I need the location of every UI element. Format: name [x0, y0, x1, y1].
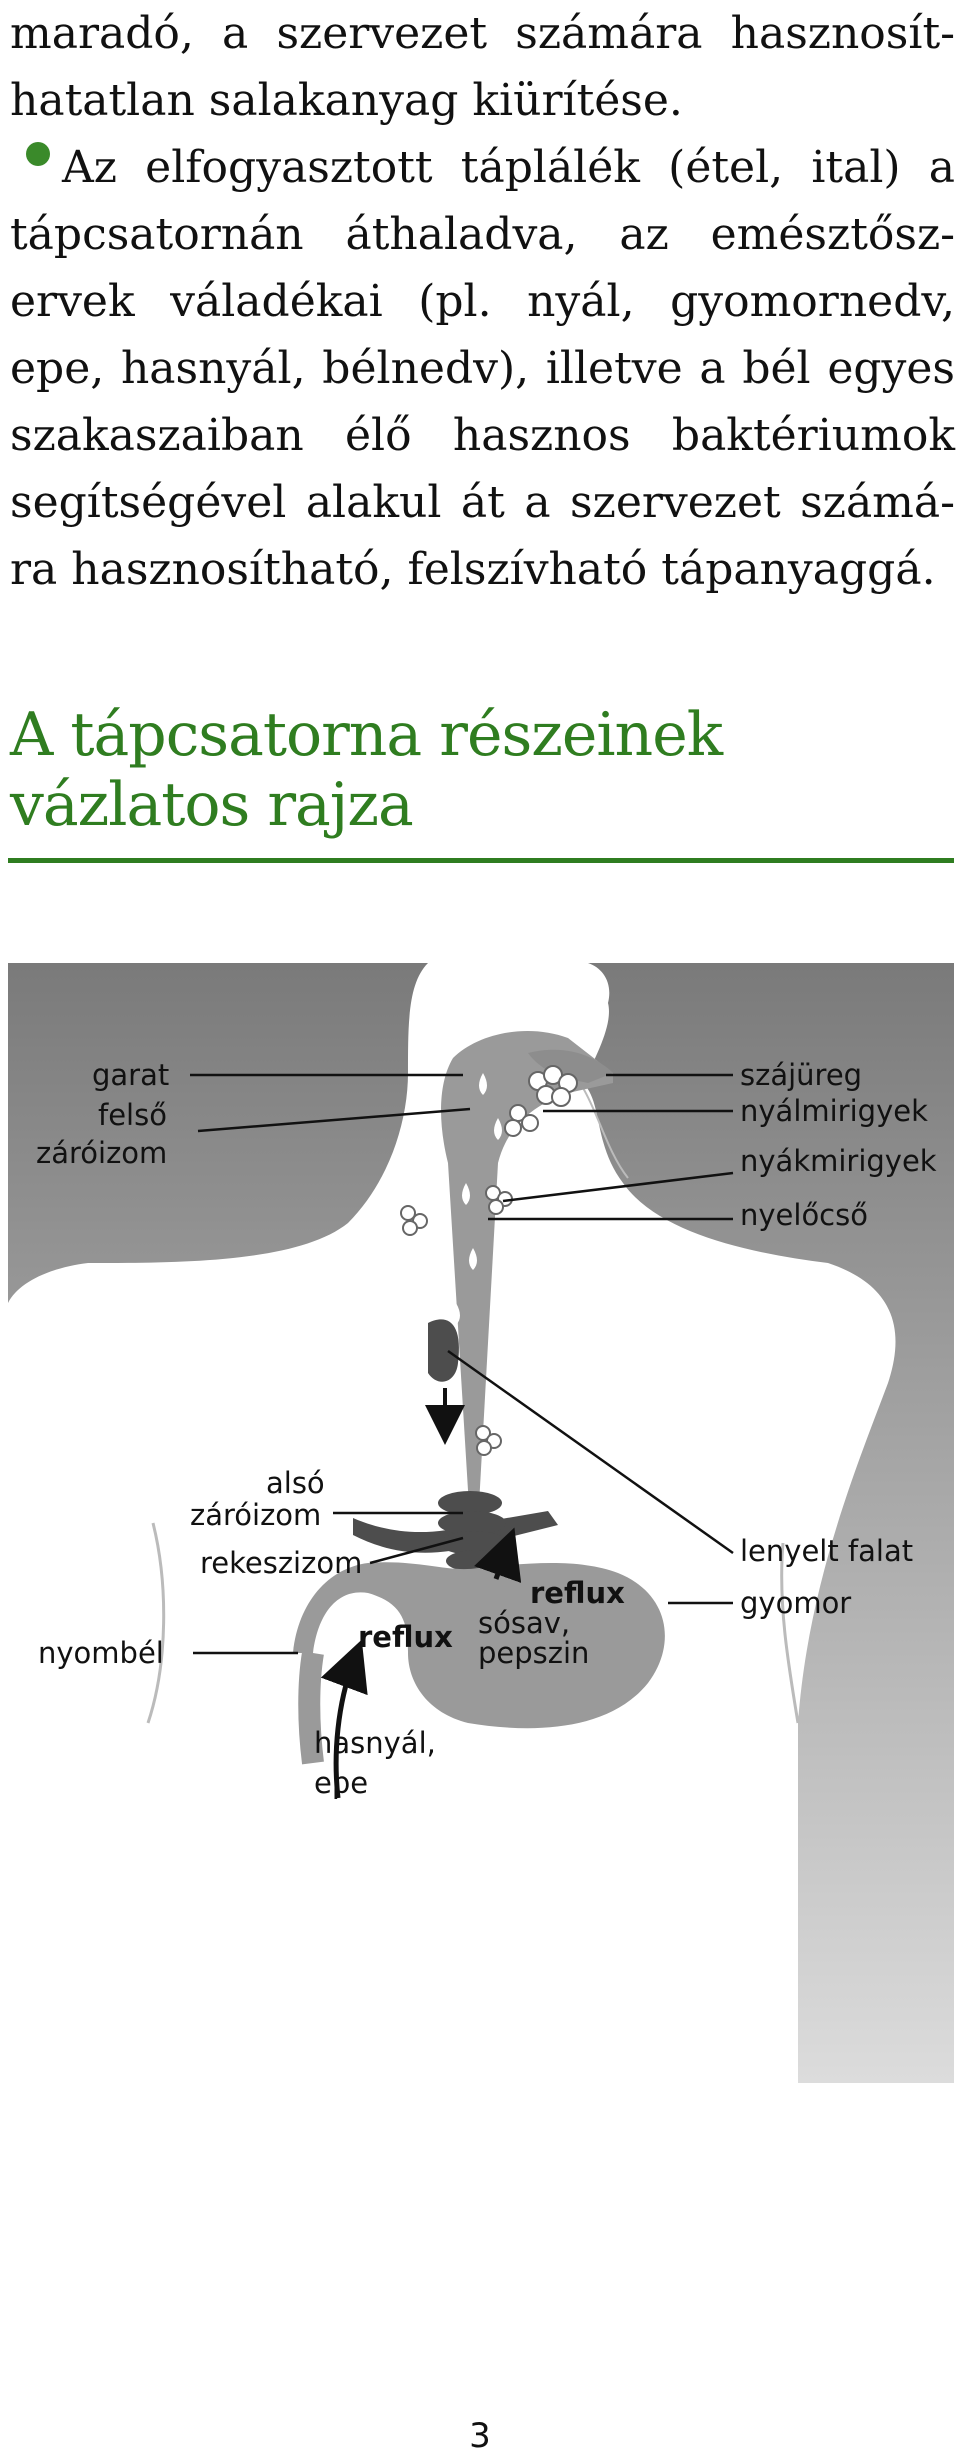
label-reflux-right: reflux	[530, 1576, 625, 1610]
text-line: maradó, a szervezet számára hasznosít-	[10, 8, 955, 59]
label-also-1: alsó	[266, 1466, 325, 1500]
heading-line: vázlatos rajza	[10, 770, 413, 840]
diagram-svg	[8, 963, 954, 2083]
label-sosav: sósav,	[478, 1606, 571, 1640]
label-reflux-left: reflux	[358, 1620, 453, 1654]
bullet-line	[10, 134, 955, 201]
label-lenyelt-falat: lenyelt falat	[740, 1534, 914, 1568]
text-line: szakaszaiban élő hasznos baktériumok	[10, 410, 955, 461]
label-nyalmirigyek: nyálmirigyek	[740, 1094, 928, 1128]
text-line: segítségével alakul át a szervezet számá-	[10, 477, 955, 528]
heading-line: A tápcsatorna részeinek	[10, 700, 723, 770]
page-number: 3	[469, 2416, 491, 2456]
label-hasnyal-2: epe	[314, 1766, 369, 1800]
text-line: epe, hasnyál, bélnedv), illetve a bél egyes	[10, 343, 955, 394]
label-nyombel: nyombél	[38, 1636, 164, 1670]
label-nyelocso: nyelőcső	[740, 1198, 868, 1232]
text-line: Az elfogyasztott táplálék (étel, ital) a	[62, 142, 955, 193]
label-hasnyal-1: hasnyál,	[314, 1726, 436, 1760]
swallowed-bolus	[428, 1319, 459, 1381]
duodenum-shape	[309, 1653, 313, 1763]
text-line: ervek váladékai (pl. nyál, gyomornedv,	[10, 276, 955, 327]
label-szajureg: szájüreg	[740, 1058, 863, 1092]
label-felso-2: záróizom	[36, 1136, 168, 1170]
heading-divider	[8, 858, 954, 863]
section-heading	[10, 700, 955, 840]
label-garat: garat	[92, 1058, 170, 1092]
label-also-2: záróizom	[190, 1498, 322, 1532]
label-pepszin: pepszin	[478, 1636, 590, 1670]
label-gyomor: gyomor	[740, 1586, 852, 1620]
digestive-tract-diagram	[8, 963, 954, 2083]
text-line: ra hasznosítható, felszívható tápanyaggá.	[10, 544, 936, 595]
bullet-icon	[26, 142, 50, 166]
text-line: tápcsatornán áthaladva, az emésztősz-	[10, 209, 955, 260]
label-felso-1: felső	[98, 1098, 167, 1132]
body-paragraph	[10, 0, 955, 603]
label-nyakmirigyek: nyákmirigyek	[740, 1144, 937, 1178]
text-line: hatatlan salakanyag kiürítése.	[10, 75, 683, 126]
label-rekeszizom: rekeszizom	[200, 1546, 363, 1580]
